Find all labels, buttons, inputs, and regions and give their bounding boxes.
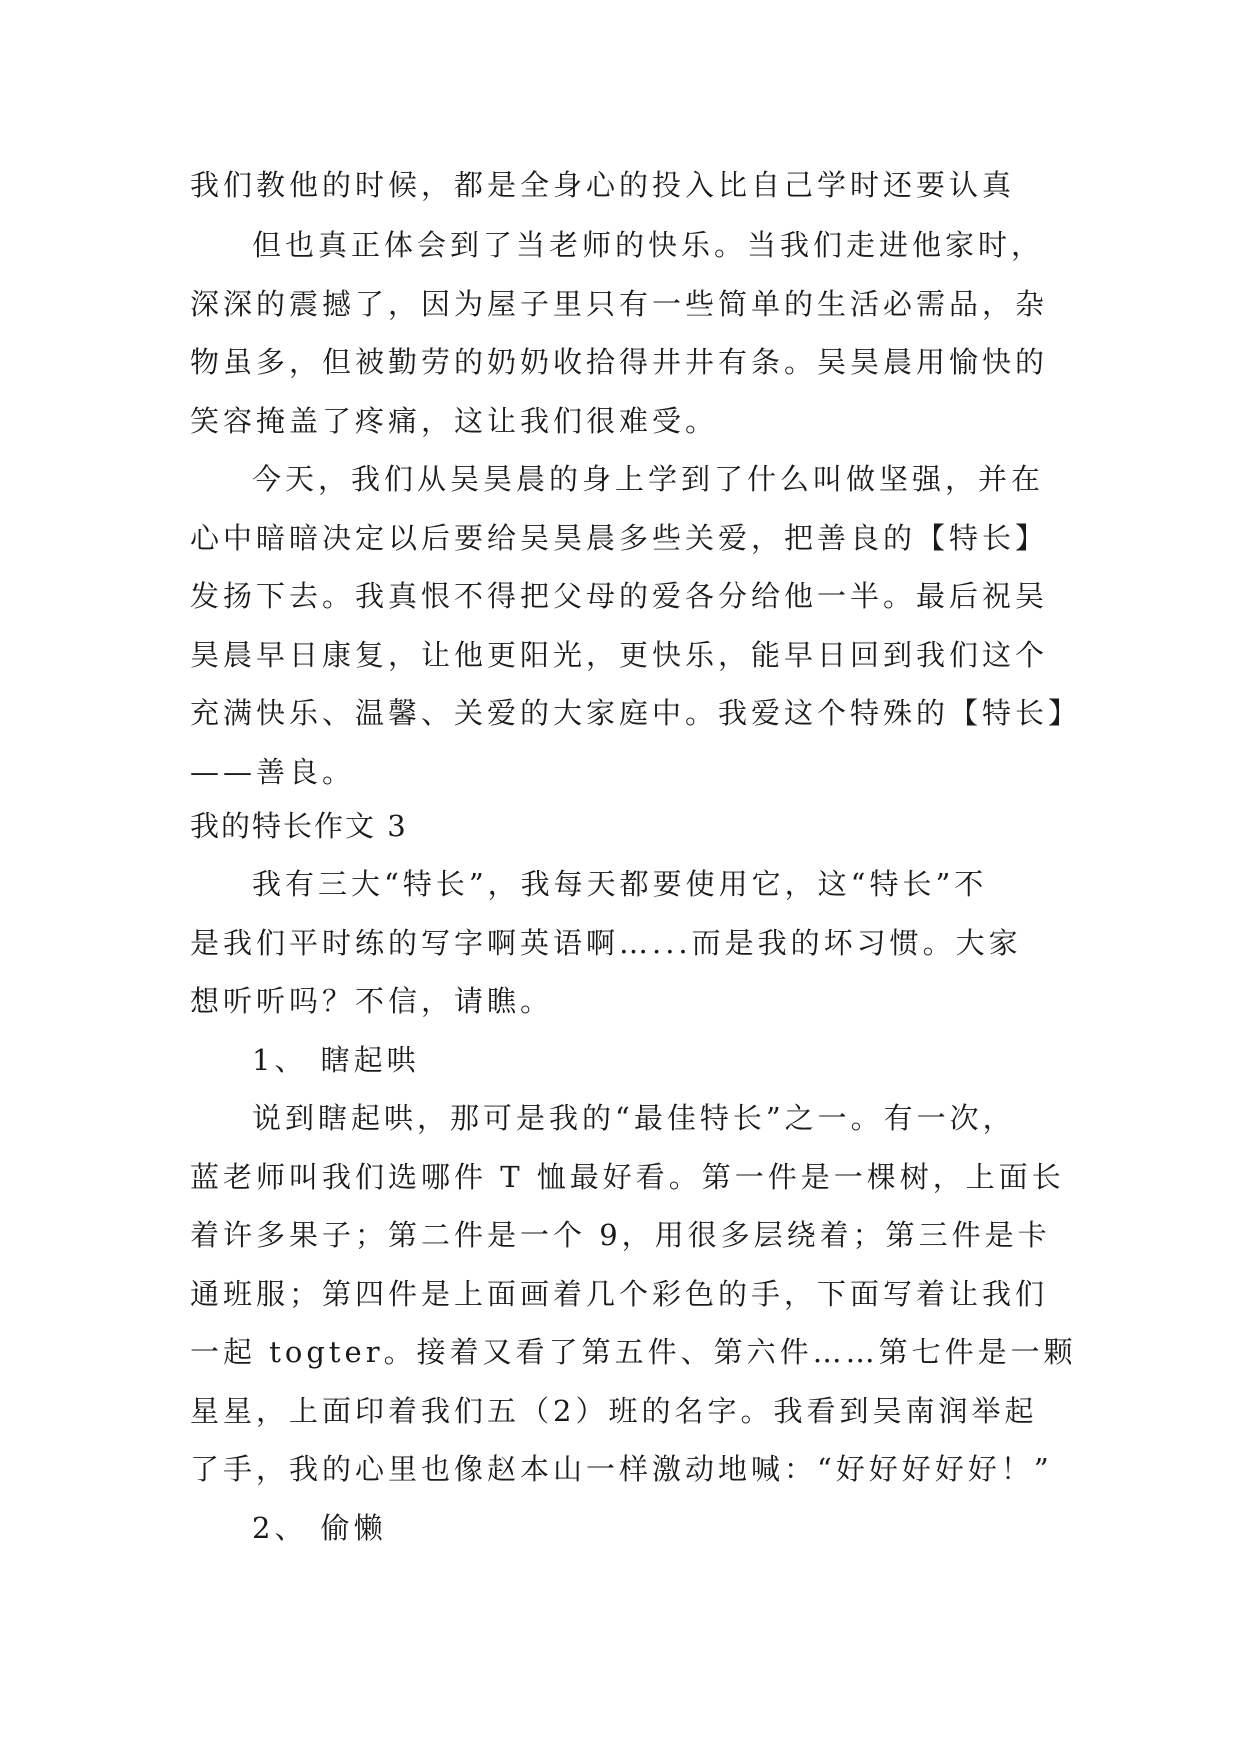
paragraph-start-line: 今天，我们从吴昊晨的身上学到了什么叫做坚强，并在 xyxy=(252,462,1045,496)
text-line: 蓝老师叫我们选哪件 T 恤最好看。第一件是一棵树，上面长 xyxy=(190,1160,1065,1194)
text-line: 一起 togter。接着又看了第五件、第六件……第七件是一颗 xyxy=(190,1335,1077,1369)
text-line: 物虽多，但被勤劳的奶奶收拾得井井有条。吴昊晨用愉快的 xyxy=(190,345,1049,379)
paragraph-start-line: 说到瞎起哄，那可是我的“最佳特长”之一。有一次， xyxy=(252,1101,1016,1135)
paragraph-start-line: 我有三大“特长”，我每天都要使用它，这“特长”不 xyxy=(252,867,988,901)
text-line: 星星，上面印着我们五（2）班的名字。我看到吴南润举起 xyxy=(190,1394,1038,1428)
text-line: 深深的震撼了，因为屋子里只有一些简单的生活必需品，杂 xyxy=(190,287,1049,321)
list-item-heading: 2、 偷懒 xyxy=(252,1511,387,1545)
text-line: 是我们平时练的写字啊英语啊…...而是我的坏习惯。大家 xyxy=(190,926,1022,960)
text-line: 想听听吗？不信，请瞧。 xyxy=(190,984,554,1018)
text-line: 心中暗暗决定以后要给吴昊晨多些关爱，把善良的【特长】 xyxy=(190,521,1049,555)
text-line: 发扬下去。我真恨不得把父母的爱各分给他一半。最后祝吴 xyxy=(190,579,1049,613)
text-line: 笑容掩盖了疼痛，这让我们很难受。 xyxy=(190,404,719,438)
text-line: 通班服；第四件是上面画着几个彩色的手，下面写着让我们 xyxy=(190,1277,1049,1311)
text-line: 我们教他的时候，都是全身心的投入比自己学时还要认真 xyxy=(190,168,1016,202)
text-line: 着许多果子；第二件是一个 9，用很多层绕着；第三件是卡 xyxy=(190,1218,1051,1252)
paragraph-start-line: 但也真正体会到了当老师的快乐。当我们走进他家时， xyxy=(252,228,1045,262)
list-item-heading: 1、 瞎起哄 xyxy=(252,1043,420,1077)
text-line: 充满快乐、温馨、关爱的大家庭中。我爱这个特殊的【特长】 xyxy=(190,696,1082,730)
text-line: 昊晨早日康复，让他更阳光，更快乐，能早日回到我们这个 xyxy=(190,638,1049,672)
text-line: ——善良。 xyxy=(190,755,356,789)
text-line: 了手，我的心里也像赵本山一样激动地喊：“好好好好好！” xyxy=(190,1452,1053,1486)
section-heading: 我的特长作文 3 xyxy=(190,809,408,843)
